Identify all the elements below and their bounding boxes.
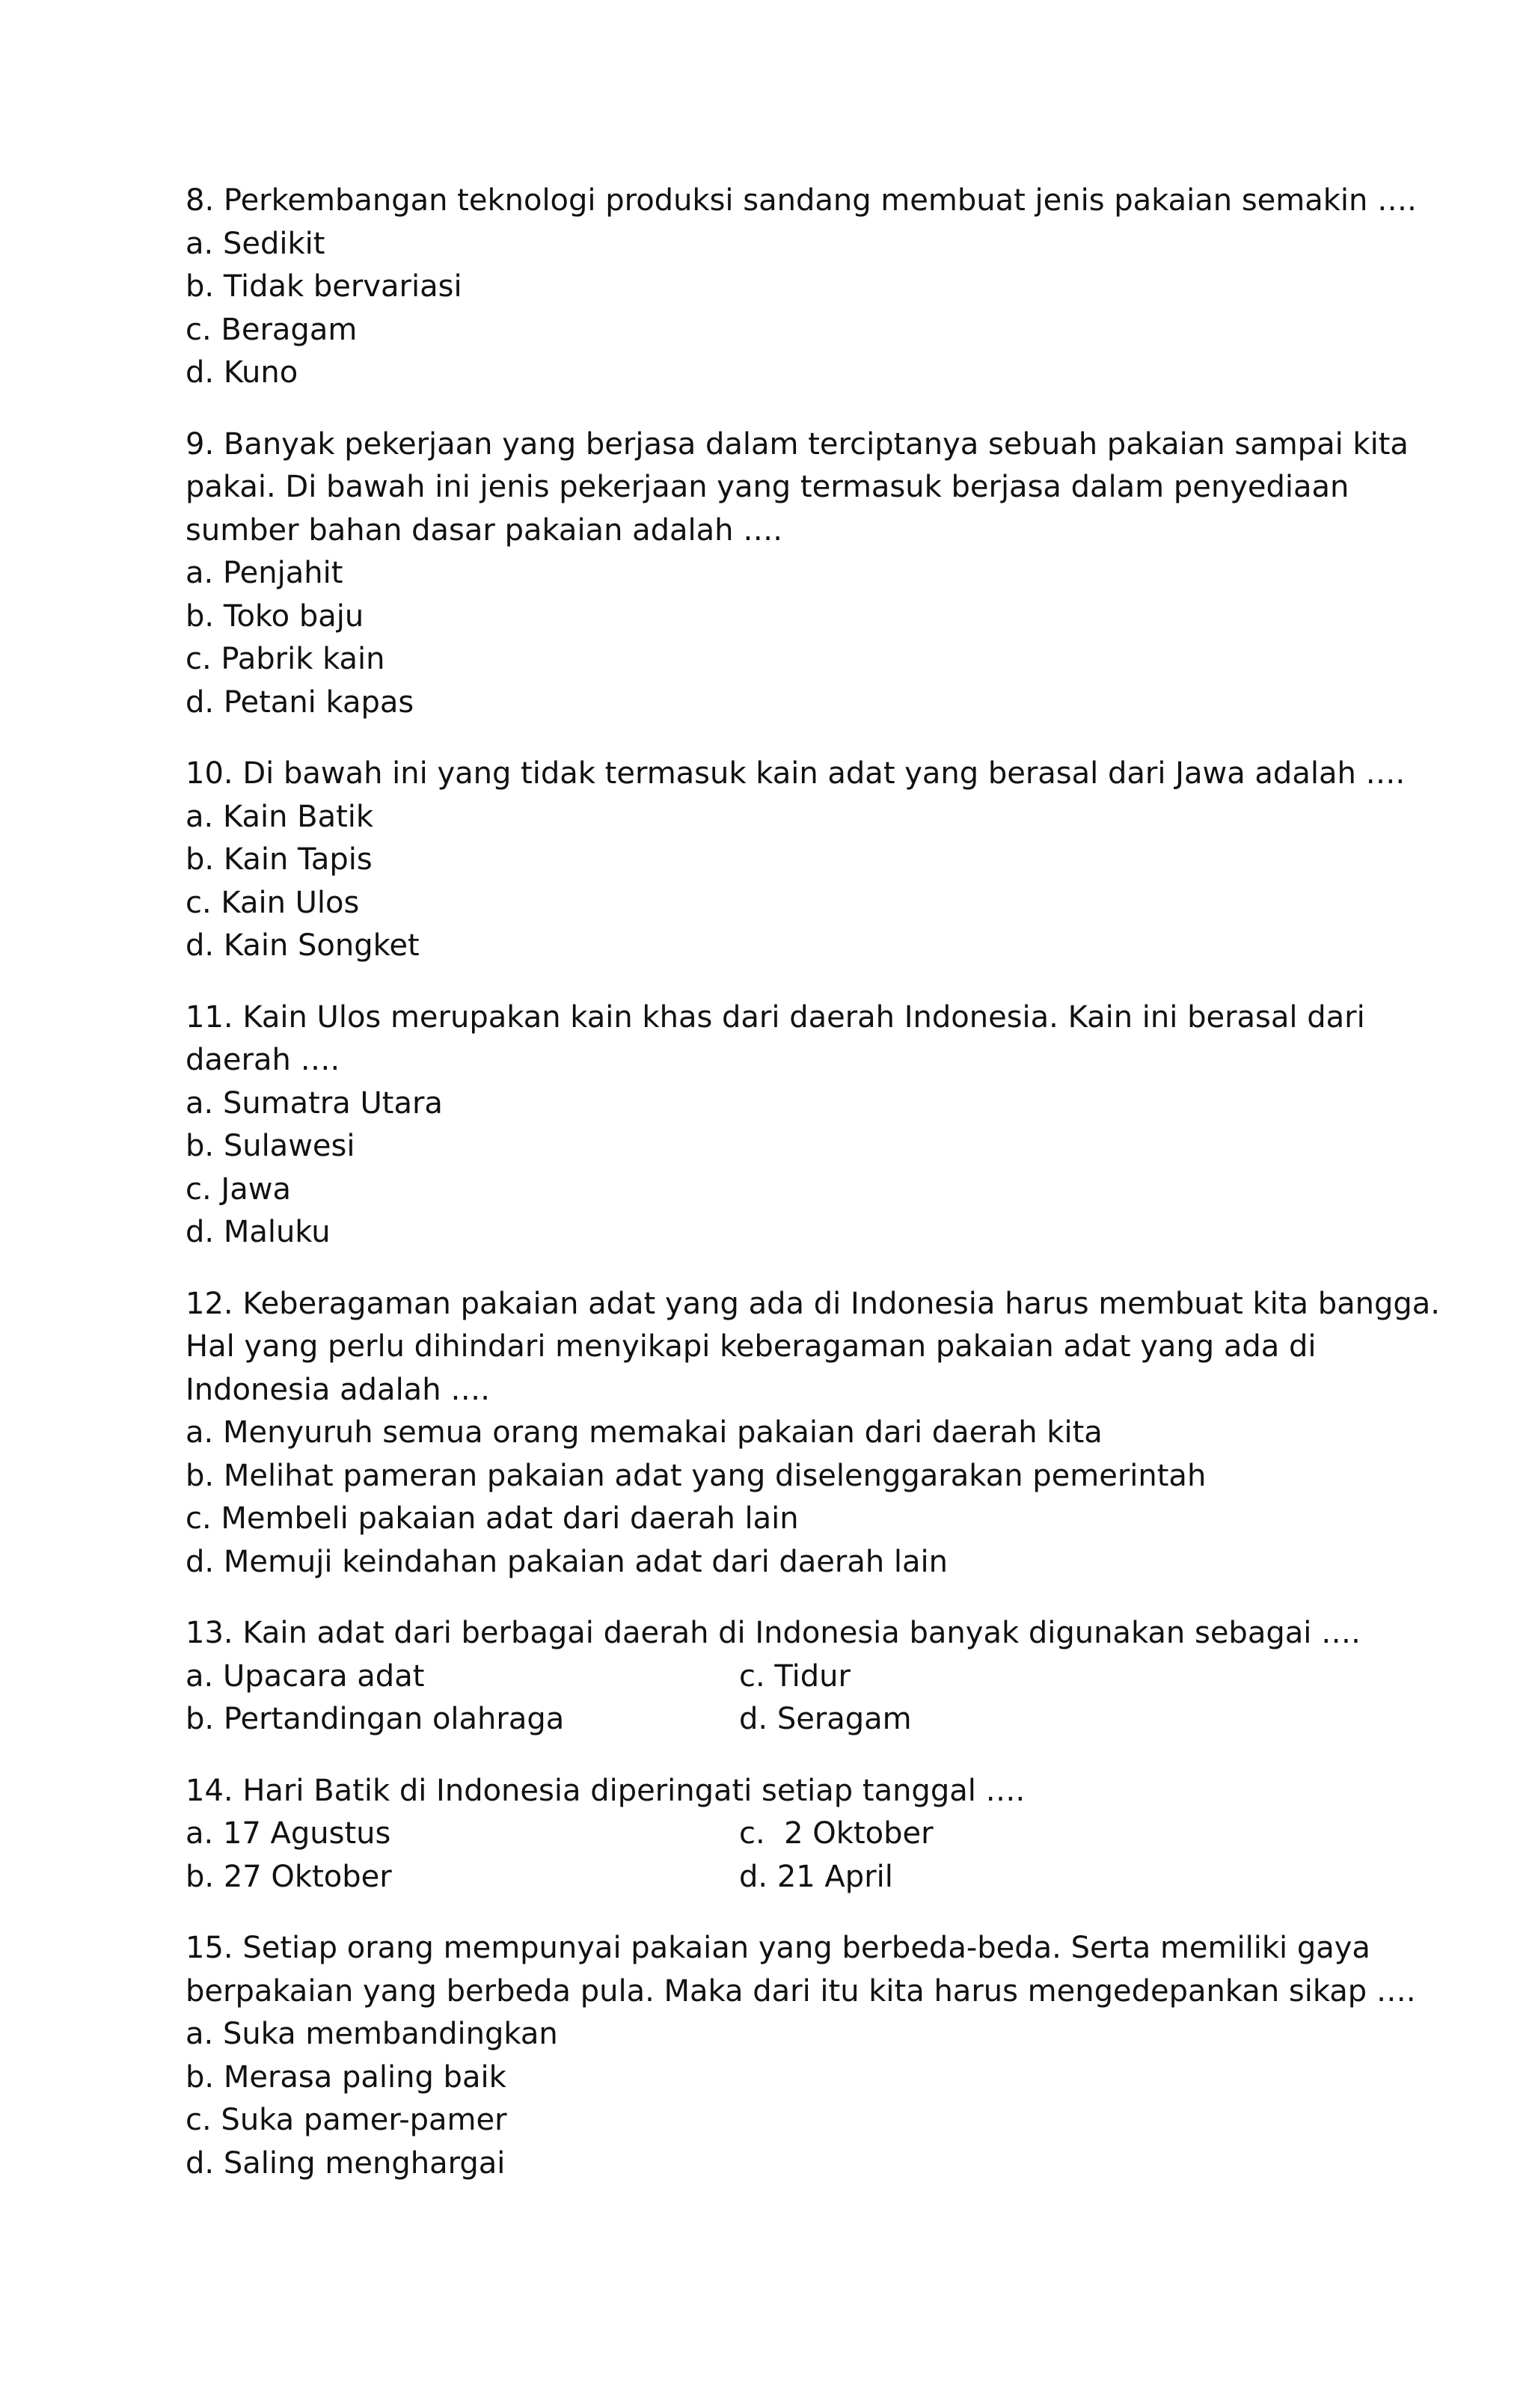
option-d: d. Saling menghargai	[186, 2145, 506, 2181]
question-10	[186, 753, 1406, 968]
worksheet-page	[186, 180, 1440, 2214]
option-a: a. Suka membandingkan	[186, 2017, 558, 2051]
stem-line: 12. Keberagaman pakaian adat yang ada di Indonesia harus membuat kita bangga.	[186, 1286, 1440, 1321]
option-c: c. Membeli pakaian adat dari daerah lain	[186, 1501, 799, 1536]
option-a: a. Sedikit	[186, 226, 325, 261]
stem-line: sumber bahan dasar pakaian adalah ….	[186, 512, 782, 548]
option-d: d. Maluku	[186, 1215, 331, 1249]
option-d: d. Petani kapas	[186, 684, 414, 720]
question-stem	[186, 180, 1417, 223]
question-stem	[186, 423, 1409, 553]
stem-line: pakai. Di bawah ini jenis pekerjaan yang termasuk berjasa dalam penyediaan	[186, 470, 1349, 504]
stem-line: 13. Kain adat dari berbagai daerah di Indonesia banyak digunakan sebagai ….	[186, 1616, 1361, 1650]
option-d: d. Kuno	[186, 355, 298, 390]
option-c: c. Jawa	[186, 1171, 291, 1207]
option-a: a. Upacara adat	[186, 1658, 425, 1694]
stem-line: 10. Di bawah ini yang tidak termasuk kain adat yang berasal dari Jawa adalah ….	[186, 756, 1406, 791]
stem-line: daerah ….	[186, 1043, 340, 1077]
option-b: b. Merasa paling baik	[186, 2059, 506, 2095]
option-c: c. Kain Ulos	[186, 885, 360, 920]
question-stem	[186, 1283, 1440, 1412]
stem-line: 9. Banyak pekerjaan yang berjasa dalam terciptanya sebuah pakaian sampai kita	[186, 426, 1409, 462]
question-11	[186, 996, 1365, 1254]
question-13	[186, 1612, 1361, 1741]
option-b: b. Kain Tapis	[186, 842, 373, 877]
stem-line: Indonesia adalah ….	[186, 1372, 490, 1407]
stem-line: Hal yang perlu dihindari menyikapi keberagaman pakaian adat yang ada di	[186, 1329, 1317, 1364]
options-two-column	[186, 1655, 1352, 1741]
question-stem	[186, 1927, 1416, 2013]
stem-line: 8. Perkembangan teknologi produksi sandang membuat jenis pakaian semakin ….	[186, 183, 1417, 218]
option-d: d. 21 April	[739, 1859, 893, 1894]
option-c: c. Suka pamer-pamer	[186, 2103, 507, 2137]
option-a: a. Sumatra Utara	[186, 1085, 443, 1121]
option-c: c. Beragam	[186, 312, 358, 347]
option-a: a. Menyuruh semua orang memakai pakaian dari daerah kita	[186, 1415, 1103, 1450]
options-two-column	[186, 1813, 1352, 1899]
question-stem	[186, 1770, 1352, 1813]
stem-line: berpakaian yang berbeda pula. Maka dari itu kita harus mengedepankan sikap ….	[186, 1973, 1416, 2009]
question-14	[186, 1770, 1352, 1899]
option-a: a. 17 Agustus	[186, 1816, 391, 1851]
stem-line: 14. Hari Batik di Indonesia diperingati setiap tanggal ….	[186, 1773, 1026, 1808]
option-b: b. 27 Oktober	[186, 1859, 392, 1894]
option-c: c. Pabrik kain	[186, 642, 385, 676]
option-c: c. 2 Oktober	[739, 1816, 934, 1851]
option-b: b. Toko baju	[186, 598, 364, 634]
question-15	[186, 1927, 1416, 2185]
question-12	[186, 1283, 1440, 1584]
option-d: d. Seragam	[739, 1702, 912, 1736]
stem-line: 15. Setiap orang mempunyai pakaian yang berbeda-beda. Serta memiliki gaya	[186, 1931, 1370, 1965]
question-8	[186, 180, 1417, 395]
option-a: a. Penjahit	[186, 556, 343, 590]
option-b: b. Pertandingan olahraga	[186, 1702, 565, 1736]
option-d: d. Kain Songket	[186, 928, 420, 963]
option-a: a. Kain Batik	[186, 799, 374, 834]
question-stem	[186, 996, 1365, 1082]
option-b: b. Tidak bervariasi	[186, 269, 462, 304]
question-9	[186, 423, 1409, 725]
question-stem	[186, 1612, 1361, 1655]
stem-line: 11. Kain Ulos merupakan kain khas dari daerah Indonesia. Kain ini berasal dari	[186, 999, 1365, 1035]
question-stem	[186, 753, 1406, 796]
option-c: c. Tidur	[739, 1658, 851, 1694]
option-b: b. Melihat pameran pakaian adat yang diselenggarakan pemerintah	[186, 1458, 1207, 1493]
option-d: d. Memuji keindahan pakaian adat dari daerah lain	[186, 1544, 949, 1579]
option-b: b. Sulawesi	[186, 1129, 355, 1163]
